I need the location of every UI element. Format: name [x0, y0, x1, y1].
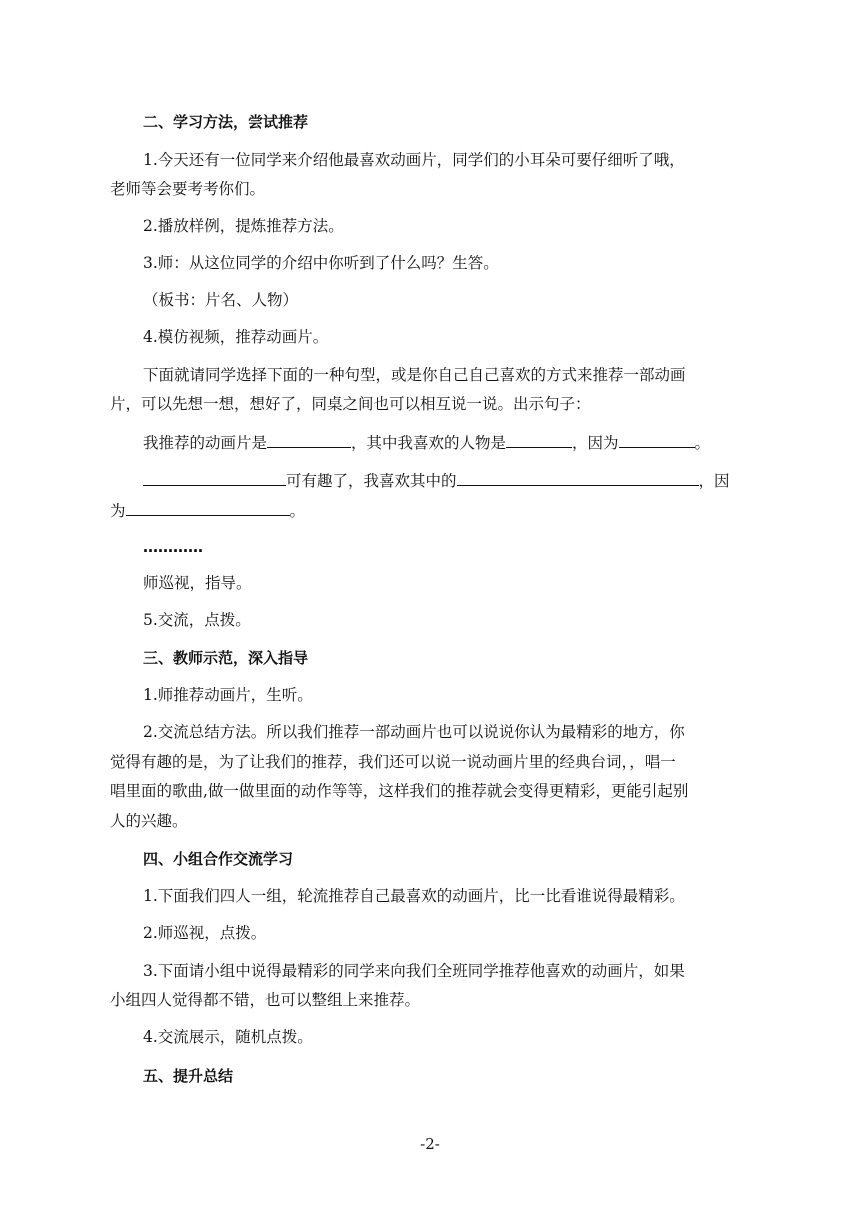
sentence-1-text-d: 。 — [694, 434, 711, 452]
sentence-2-text-d: 。 — [289, 502, 306, 520]
section-4-paragraph-3-line-1: 3.下面请小组中说得最精彩的同学来向我们全班同学推荐他喜欢的动画片，如果 — [143, 962, 685, 980]
paragraph-5: 5.交流，点拨。 — [143, 611, 251, 629]
board-note: （板书：片名、人物） — [143, 291, 299, 309]
fill-blank — [143, 470, 286, 486]
sentence-1-text-b: ，其中我喜欢的人物是 — [351, 434, 507, 452]
section-3-paragraph-2-line-4: 人的兴趣。 — [110, 812, 188, 830]
sentence-pattern-2-line-2 — [110, 500, 760, 521]
fill-blank — [267, 432, 351, 448]
section-3-paragraph-2-line-1: 2.交流总结方法。所以我们推荐一部动画片也可以说说你认为最精彩的地方，你 — [143, 723, 685, 741]
section-4-paragraph-4: 4.交流展示，随机点拨。 — [143, 1028, 313, 1046]
paragraph-1-line-2: 老师等会要考考你们。 — [110, 180, 266, 198]
section-4-paragraph-3-line-2: 小组四人觉得都不错，也可以整组上来推荐。 — [110, 991, 421, 1009]
section-4-paragraph-2: 2.师巡视，点拨。 — [143, 924, 267, 942]
sentence-2-text-a: 可有趣了，我喜欢其中的 — [286, 472, 457, 490]
section-3-paragraph-1: 1.师推荐动画片，生听。 — [143, 686, 313, 704]
section-4-paragraph-1: 1.下面我们四人一组，轮流推荐自己最喜欢的动画片，比一比看谁说得最精彩。 — [143, 887, 685, 905]
fill-blank — [506, 432, 572, 448]
teacher-patrol-note: 师巡视，指导。 — [143, 574, 252, 592]
sentence-2-text-b: ，因 — [698, 472, 730, 490]
paragraph-1-line-1: 1.今天还有一位同学来介绍他最喜欢动画片，同学们的小耳朵可要仔细听了哦， — [143, 151, 685, 169]
intro-line-2: 片，可以先想一想，想好了，同桌之间也可以相互说一说。出示句子： — [110, 395, 591, 413]
sentence-1-text-c: ，因为 — [572, 434, 619, 452]
paragraph-3: 3.师：从这位同学的介绍中你听到了什么吗？生答。 — [143, 254, 499, 272]
section-heading-2: 二、学习方法，尝试推荐 — [143, 113, 309, 131]
paragraph-4: 4.模仿视频，推荐动画片。 — [143, 328, 329, 346]
sentence-2-text-c: 为 — [110, 502, 126, 520]
ellipsis: ………… — [143, 538, 203, 556]
sentence-pattern-2-line-1 — [143, 470, 793, 491]
section-heading-4: 四、小组合作交流学习 — [143, 850, 294, 868]
paragraph-2: 2.播放样例，提炼推荐方法。 — [143, 217, 344, 235]
section-3-paragraph-2-line-3: 唱里面的歌曲,做一做里面的动作等等，这样我们的推荐就会变得更精彩，更能引起别 — [110, 782, 689, 800]
fill-blank — [457, 470, 699, 486]
sentence-1-text-a: 我推荐的动画片是 — [143, 434, 268, 452]
section-heading-5: 五、提升总结 — [143, 1067, 234, 1085]
section-heading-3: 三、教师示范，深入指导 — [143, 649, 309, 667]
intro-line-1: 下面就请同学选择下面的一种句型，或是你自己自己喜欢的方式来推荐一部动画 — [143, 366, 686, 384]
sentence-pattern-1 — [143, 432, 793, 453]
section-3-paragraph-2-line-2: 觉得有趣的是，为了让我们的推荐，我们还可以说一说动画片里的经典台词，，唱一 — [110, 753, 676, 771]
fill-blank — [126, 500, 290, 516]
fill-blank — [619, 432, 695, 448]
page-number: -2- — [420, 1135, 440, 1153]
